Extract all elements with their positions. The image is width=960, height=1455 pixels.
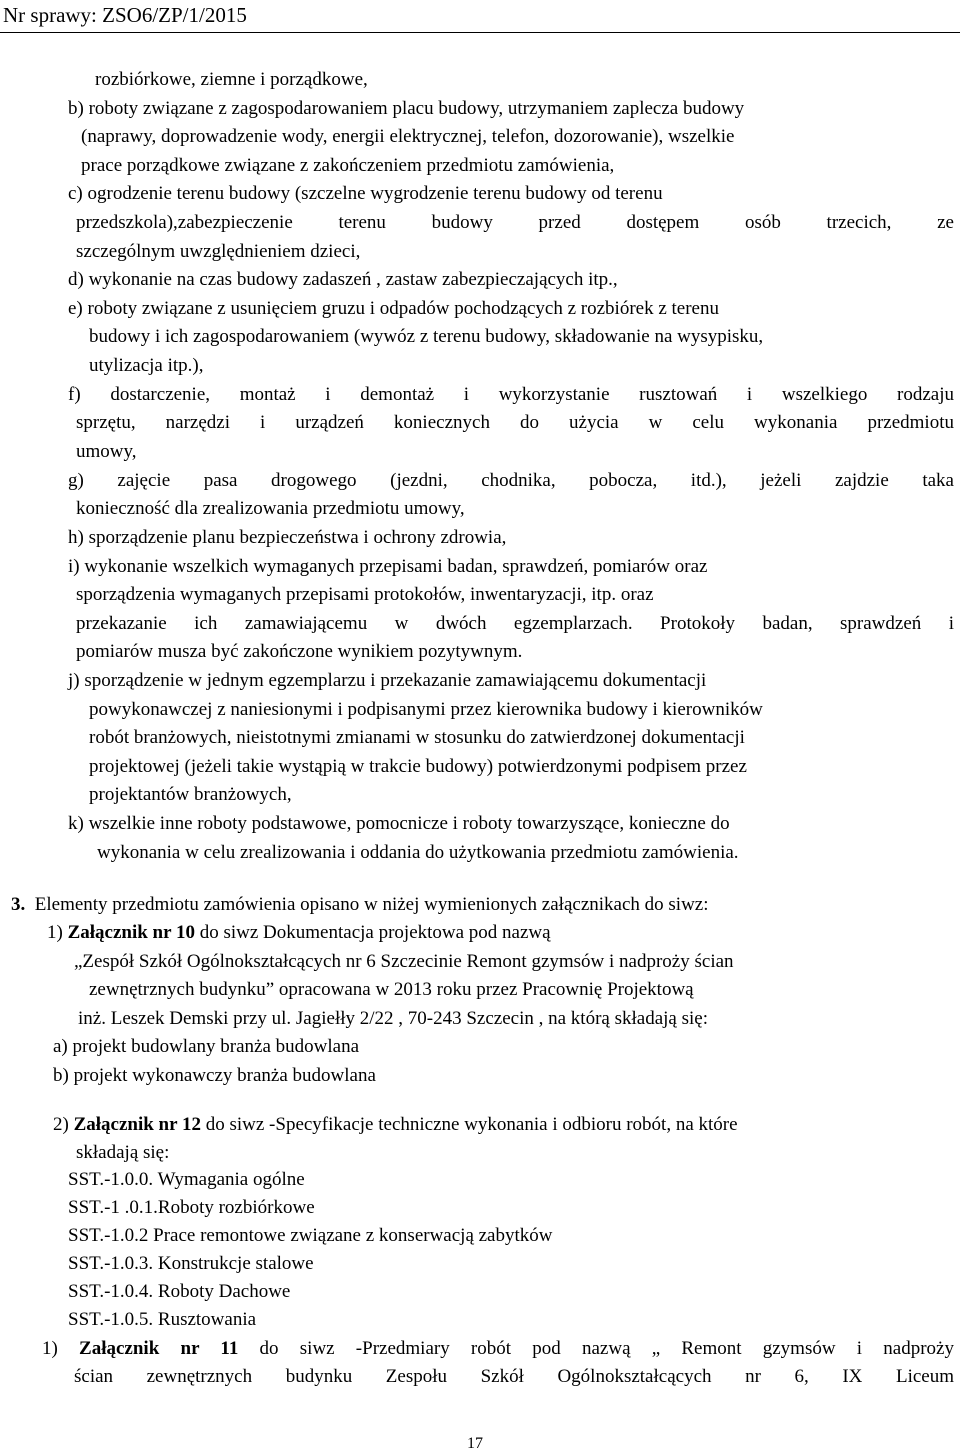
case-number-header: Nr sprawy: ZSO6/ZP/1/2015 (3, 3, 247, 27)
body-line: f) dostarczenie, montaż i demontaż i wykorzystanie rusztowań i wszelkiego rodzaju (68, 384, 954, 405)
body-line: umowy, (76, 441, 137, 462)
attachment-10-title: „Zespół Szkół Ogólnokształcących nr 6 Szczecinie Remont gzymsów i nadproży ścian (74, 951, 734, 972)
body-line: rozbiórkowe, ziemne i porządkowe, (95, 69, 368, 90)
body-line: d) wykonanie na czas budowy zadaszeń , zastaw zabezpieczających itp., (68, 269, 618, 290)
attachment-11-line (42, 1338, 954, 1360)
spec-item: SST.-1 .0.1.Roboty rozbiórkowe (68, 1197, 315, 1218)
attachment-label: Załącznik nr 11 (79, 1338, 239, 1359)
body-line: pomiarów musza być zakończone wynikiem pozytywnym. (76, 641, 523, 662)
body-line: j) sporządzenie w jednym egzemplarzu i przekazanie zamawiającemu dokumentacji (68, 670, 707, 691)
section-intro: Elementy przedmiotu zamówienia opisano w niżej wymienionych załącznikach do siwz: (34, 894, 709, 915)
body-line: g) zajęcie pasa drogowego (jezdni, chodnika, pobocza, itd.), jeżeli zajdzie taka (68, 470, 954, 491)
body-line: k) wszelkie inne roboty podstawowe, pomocnicze i roboty towarzyszące, konieczne do (68, 813, 730, 834)
body-line: przedszkola),zabezpieczenie terenu budowy przed dostępem osób trzecich, ze (76, 212, 954, 233)
body-line: powykonawczej z naniesionymi i podpisanymi przez kierownika budowy i kierowników (89, 699, 763, 720)
body-line: projektantów branżowych, (89, 784, 292, 805)
attachment-12-line (53, 1114, 738, 1136)
body-line: c) ogrodzenie terenu budowy (szczelne wygrodzenie terenu budowy od terenu (68, 183, 663, 204)
attachment-11-cont: ścian zewnętrznych budynku Zespołu Szkół Ogólnokształcących nr 6, IX Liceum (74, 1366, 954, 1387)
body-line: b) roboty związane z zagospodarowaniem placu budowy, utrzymaniem zaplecza budowy (68, 98, 745, 119)
spec-item: SST.-1.0.2 Prace remontowe związane z konserwacją zabytków (68, 1225, 553, 1246)
spec-item: SST.-1.0.3. Konstrukcje stalowe (68, 1253, 314, 1274)
section-number: 3. (11, 894, 26, 915)
body-line: sprzętu, narzędzi i urządzeń koniecznych do użycia w celu wykonania przedmiotu (76, 412, 954, 433)
attachment-text: do siwz -Przedmiary robót pod nazwą „ Remont gzymsów i nadproży (238, 1338, 954, 1359)
header-divider (0, 32, 960, 33)
body-line: sporządzenia wymaganych przepisami protokołów, inwentaryzacji, itp. oraz (76, 584, 654, 605)
attachment-label: Załącznik nr 10 (67, 922, 195, 943)
attachment-10-author: inż. Leszek Demski przy ul. Jagiełły 2/22 , 70-243 Szczecin , na którą składają się: (78, 1008, 708, 1029)
attachment-text: do siwz -Specyfikacje techniczne wykonania i odbioru robót, na które (200, 1114, 738, 1135)
body-line: szczególnym uwzględnieniem dzieci, (76, 241, 361, 262)
body-line: i) wykonanie wszelkich wymaganych przepisami badan, sprawdzeń, pomiarów oraz (68, 556, 708, 577)
body-line: h) sporządzenie planu bezpieczeństwa i ochrony zdrowia, (68, 527, 507, 548)
spec-item: SST.-1.0.0. Wymagania ogólne (68, 1169, 305, 1190)
body-line: utylizacja itp.), (89, 355, 204, 376)
page-number: 17 (467, 1435, 483, 1452)
body-line: (naprawy, doprowadzenie wody, energii elektrycznej, telefon, dozorowanie), wszelkie (81, 126, 735, 147)
body-line: wykonania w celu zrealizowania i oddania do użytkowania przedmiotu zamówienia. (97, 842, 739, 863)
list-number: 1) (42, 1338, 58, 1359)
attachment-label: Załącznik nr 12 (73, 1114, 201, 1135)
list-number: 1) (47, 922, 63, 943)
list-number: 2) (53, 1114, 69, 1135)
body-line: przekazanie ich zamawiającemu w dwóch egzemplarzach. Protokoły badan, sprawdzeń i (76, 613, 954, 634)
body-line: konieczność dla zrealizowania przedmiotu umowy, (76, 498, 465, 519)
body-line: e) roboty związane z usunięciem gruzu i odpadów pochodzących z rozbiórek z terenu (68, 298, 719, 319)
attachment-10-title-cont: zewnętrznych budynku” opracowana w 2013 roku przez Pracownię Projektową (89, 979, 694, 1000)
attachment-text: do siwz Dokumentacja projektowa pod nazwą (194, 922, 551, 943)
section-3-heading (11, 894, 709, 916)
attachment-12-cont: składają się: (76, 1142, 170, 1163)
body-line: projektowej (jeżeli takie wystąpią w trakcie budowy) potwierdzonymi podpisem przez (89, 756, 747, 777)
body-line: prace porządkowe związane z zakończeniem przedmiotu zamówienia, (81, 155, 615, 176)
attachment-10-item-a: a) projekt budowlany branża budowlana (53, 1036, 360, 1057)
body-line: robót branżowych, nieistotnymi zmianami w stosunku do zatwierdzonej dokumentacji (89, 727, 745, 748)
spec-item: SST.-1.0.4. Roboty Dachowe (68, 1281, 291, 1302)
spec-item: SST.-1.0.5. Rusztowania (68, 1309, 257, 1330)
body-line: budowy i ich zagospodarowaniem (wywóz z terenu budowy, składowanie na wysypisku, (89, 326, 764, 347)
attachment-10-item-b: b) projekt wykonawczy branża budowlana (53, 1065, 376, 1086)
attachment-10-line (47, 922, 551, 944)
